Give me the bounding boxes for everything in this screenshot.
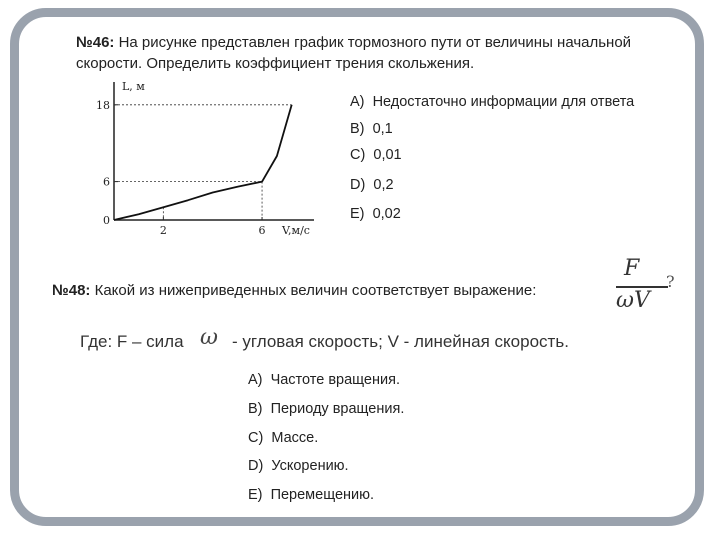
q46-option-c-text: 0,01 [373,147,402,163]
q46-option-c-key: C) [350,147,366,163]
q46-option-e-key: E) [350,206,365,222]
x-tick-label-2: 2 [159,224,167,237]
question-48 [52,282,536,299]
q46-option-d-text: 0,2 [373,177,394,193]
q48-option-e[interactable] [248,487,374,503]
y-tick-label-18: 18 [96,98,110,112]
y-axis-label: L, м [122,80,145,93]
q48-option-e-text: Перемещению. [270,487,375,503]
q48-option-a-key: A) [248,372,263,388]
q48-option-b[interactable] [248,401,404,417]
question-46-text: На рисунке представлен график тормозного пути от величины начальной скорости. Определить коэффициент трения скольжения. [76,34,632,72]
formula-question-mark: ? [666,272,675,291]
q46-option-a-text: Недостаточно информации для ответа [372,94,635,110]
braking-distance-chart [88,80,338,250]
q46-option-a[interactable] [350,94,634,110]
q46-option-b-text: 0,1 [372,121,393,137]
q48-option-b-key: B) [248,401,263,417]
y-tick-label-0: 0 [103,214,110,227]
q48-option-c-key: C) [248,430,264,446]
q48-option-d-text: Ускорению. [271,458,349,474]
question-46-number: №46: [76,34,115,51]
q46-option-e[interactable] [350,206,401,222]
q48-option-a[interactable] [248,372,400,388]
formula-denominator: ωV [616,288,650,313]
q46-option-b-key: B) [350,121,365,137]
question-46 [76,32,636,74]
question-48-number: №48: [52,282,91,299]
q48-option-d[interactable] [248,458,349,474]
q48-option-e-key: E) [248,487,263,503]
where-suffix: - угловая скорость; V - линейная скорость. [232,332,569,351]
q46-option-d[interactable] [350,177,394,193]
q48-option-a-text: Частоте вращения. [270,372,400,388]
q46-option-b[interactable] [350,121,393,137]
omega-symbol: ω [200,325,218,350]
x-axis-label: V,м/с [282,224,310,237]
q48-option-d-key: D) [248,458,264,474]
y-tick-label-6: 6 [103,175,110,189]
q48-option-b-text: Периоду вращения. [270,401,405,417]
where-prefix: Где: F – сила [80,332,184,351]
q46-option-c[interactable] [350,147,402,163]
x-tick-label-6: 6 [258,224,266,237]
q46-option-d-key: D) [350,177,366,193]
q46-option-a-key: A) [350,94,365,110]
q48-option-c-text: Массе. [271,430,319,446]
question-48-text: Какой из нижеприведенных величин соответствует выражение: [94,282,537,299]
q48-option-c[interactable] [248,430,318,446]
braking-curve [114,105,292,220]
formula-numerator: F [624,256,640,281]
q46-option-e-text: 0,02 [372,206,401,222]
